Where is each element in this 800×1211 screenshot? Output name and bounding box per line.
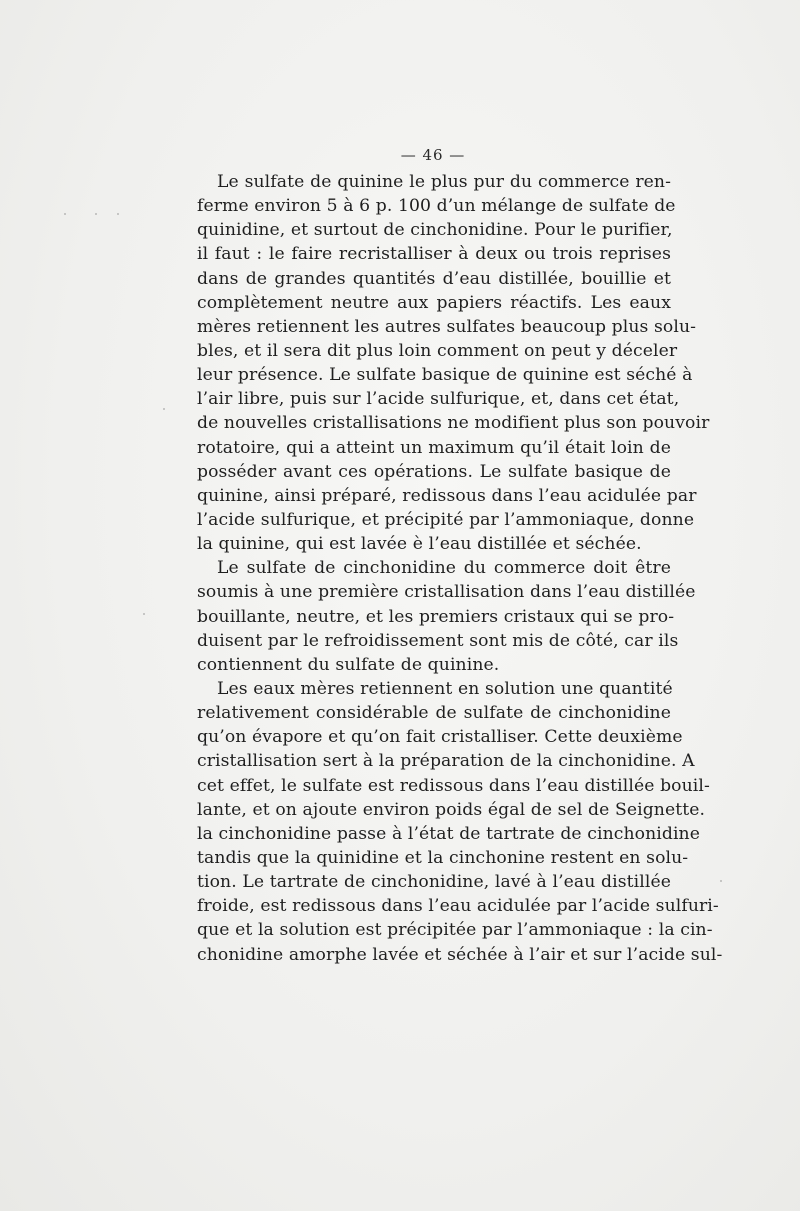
text-line: rotatoire, qui a atteint un maximum qu’il était loin de [197,437,671,458]
text-line: lante, et on ajoute environ poids égal de sel de Seignette. [197,799,706,820]
page-number: — 46 — [400,146,466,164]
text-line: chonidine amorphe lavée et séchée à l’air et sur l’acide sul- [197,944,723,965]
text-line: duisent par le refroidissement sont mis de côté, car ils [197,630,679,651]
paper-speck [143,613,145,615]
text-line: la cinchonidine passe à l’état de tartrate de cinchonidine [197,823,701,844]
text-line: dans de grandes quantités d’eau distillée, bouillie et [197,268,671,289]
text-line: la quinine, qui est lavée è l’eau distillée et séchée. [197,534,642,555]
text-line: quinine, ainsi préparé, redissous dans l’eau acidulée par [197,485,697,506]
paragraph-3 [197,677,723,967]
text-line: Les eaux mères retiennent en solution une quantité [217,678,673,699]
text-line: l’acide sulfurique, et précipité par l’ammoniaque, donne [197,509,695,530]
text-line: bles, et il sera dit plus loin comment on peut y déceler [197,340,678,361]
body-text [197,170,723,967]
text-line: contiennent du sulfate de quinine. [197,654,500,675]
text-line: de nouvelles cristallisations ne modifient plus son pouvoir [197,413,710,434]
paper-speck [720,880,722,882]
paper-speck [163,408,165,410]
text-line: complètement neutre aux papiers réactifs. Les eaux [197,292,671,313]
text-line: ferme environ 5 à 6 p. 100 d’un mélange de sulfate de [197,196,676,217]
text-line: soumis à une première cristallisation dans l’eau distillée [197,582,696,603]
text-line: Le sulfate de quinine le plus pur du commerce ren- [217,172,671,192]
text-line: bouillante, neutre, et les premiers cristaux qui se pro- [197,606,675,627]
text-line: relativement considérable de sulfate de cinchonidine [197,703,671,724]
text-line: froide, est redissous dans l’eau acidulée par l’acide sulfuri- [197,896,719,917]
text-line: qu’on évapore et qu’on fait cristalliser. Cette deuxième [197,727,683,748]
text-line: l’air libre, puis sur l’acide sulfurique, et, dans cet état, [197,389,680,410]
paragraph-2 [197,556,696,677]
text-line: cet effet, le sulfate est redissous dans l’eau distillée bouil- [197,775,710,796]
text-line: que et la solution est précipitée par l’ammoniaque : la cin- [197,920,713,941]
text-line: il faut : le faire recristalliser à deux ou trois reprises [197,244,671,265]
paper-speck [95,213,97,215]
paragraph-1 [197,170,710,556]
text-line: leur présence. Le sulfate basique de quinine est séché à [197,365,693,386]
text-line: posséder avant ces opérations. Le sulfate basique de [197,461,671,482]
paper-speck [64,213,66,215]
text-line: tion. Le tartrate de cinchonidine, lavé à l’eau distillée [197,872,671,893]
text-line: cristallisation sert à la préparation de la cinchonidine. A [197,751,695,772]
text-line: mères retiennent les autres sulfates beaucoup plus solu- [197,316,697,337]
text-line: quinidine, et surtout de cinchonidine. Pour le purifier, [197,220,673,241]
paper-speck [117,213,119,215]
text-line: tandis que la quinidine et la cinchonine restent en solu- [197,847,689,868]
text-line: Le sulfate de cinchonidine du commerce doit être [217,558,671,579]
